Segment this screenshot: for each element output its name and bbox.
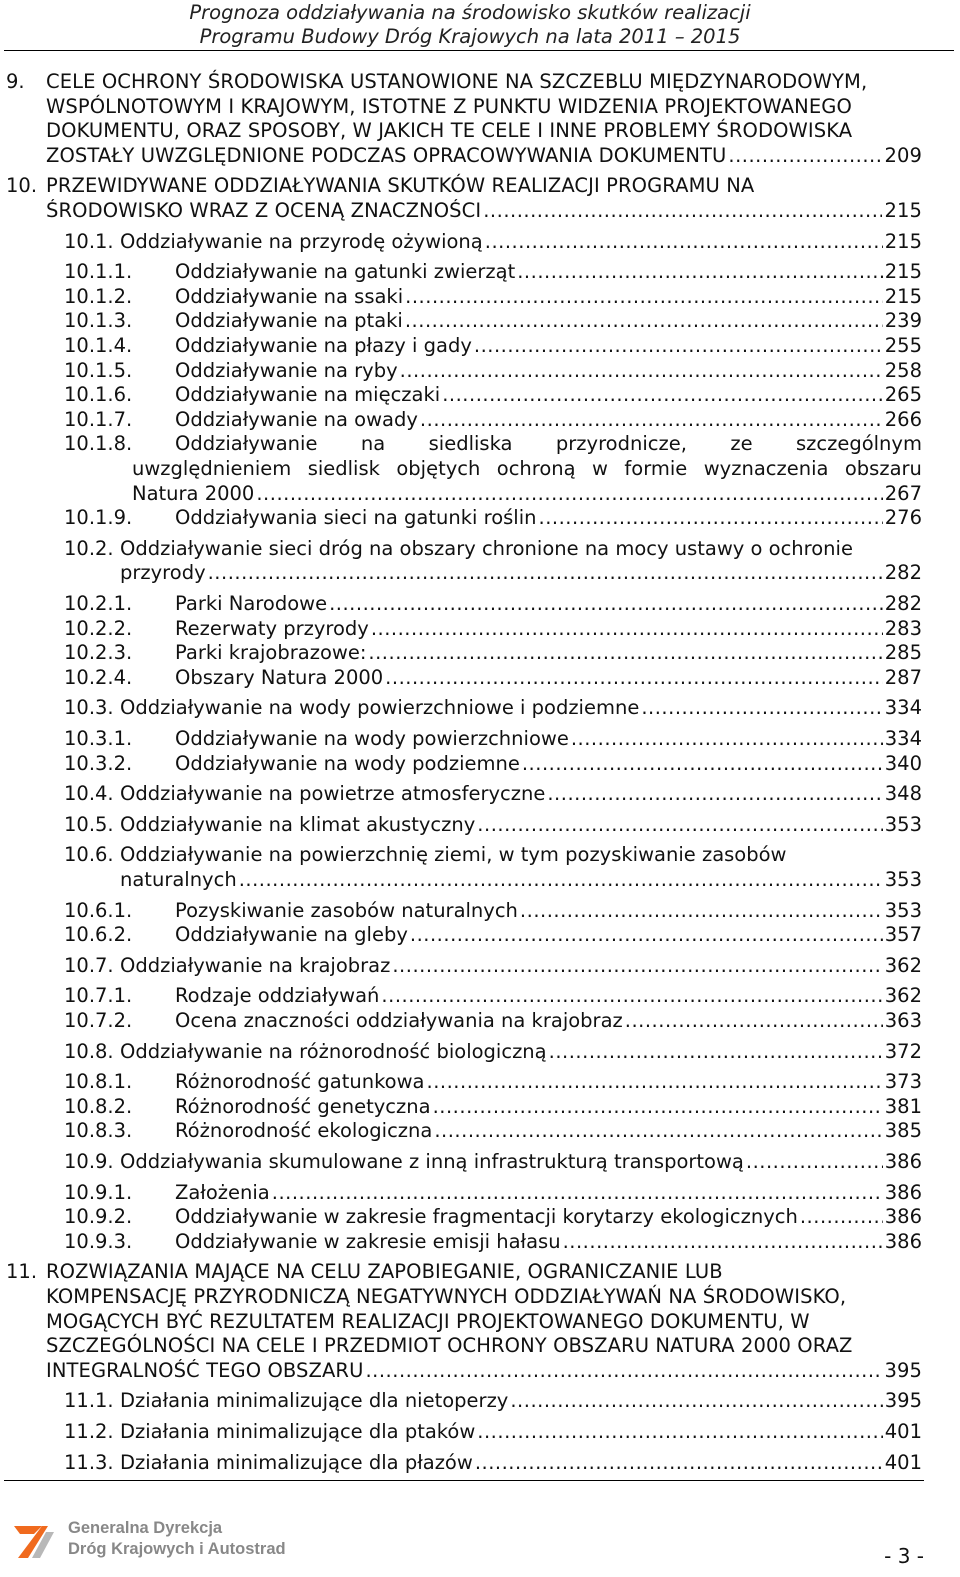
toc-entry-title-line bbox=[175, 666, 922, 690]
toc-entry-number: 10.8.1. bbox=[64, 1070, 133, 1094]
dot-leader bbox=[520, 752, 883, 776]
toc-entry-number: 10.7.2. bbox=[64, 1009, 133, 1032]
toc-entry-number: 10.2.2. bbox=[64, 616, 133, 640]
toc-entry-page: 385 bbox=[884, 1119, 922, 1143]
dot-leader bbox=[623, 1009, 883, 1033]
toc-entry-page: 381 bbox=[884, 1094, 922, 1118]
toc-entry-title-line bbox=[175, 899, 922, 923]
toc-entry-title-line bbox=[132, 482, 922, 506]
toc-entry-title: Obszary Natura 2000 bbox=[175, 665, 384, 689]
toc-entry-title-line bbox=[120, 1451, 922, 1475]
toc-entry-title: Oddziaływanie na gatunki zwierząt bbox=[175, 260, 516, 284]
toc-entry-title-line bbox=[175, 383, 922, 407]
toc-entry-number: 10.2. bbox=[64, 536, 114, 560]
toc-entry-title-line bbox=[120, 954, 922, 978]
toc-entry-title: Ocena znaczności oddziaływania na krajobraz bbox=[175, 1009, 623, 1032]
toc-entry-page: 266 bbox=[884, 407, 922, 431]
toc-entry-title: Oddziaływanie na krajobraz bbox=[120, 953, 391, 977]
toc-entry-title-line bbox=[175, 285, 922, 309]
toc-entry-title: Rezerwaty przyrody bbox=[175, 616, 369, 640]
header-line-2: Programu Budowy Dróg Krajowych na lata 2011 – 2015 bbox=[199, 25, 741, 48]
toc-entry-page: 334 bbox=[884, 696, 922, 720]
dot-leader bbox=[744, 1150, 883, 1174]
toc-word: uwzględnieniem bbox=[132, 456, 292, 480]
dot-leader bbox=[545, 782, 882, 806]
toc-entry-page: 239 bbox=[884, 309, 922, 333]
header-line-1: Prognoza oddziaływania na środowisko skutków realizacji bbox=[189, 1, 751, 24]
toc-word: objętych bbox=[396, 456, 481, 480]
toc-entry-number: 10.8.3. bbox=[64, 1119, 133, 1143]
toc-entry-title: INTEGRALNOŚĆ TEGO OBSZARU bbox=[46, 1358, 364, 1382]
toc-entry-title: ZOSTAŁY UWZGLĘDNIONE PODCZAS OPRACOWYWANIA DOKUMENTU bbox=[46, 143, 727, 167]
toc-entry-title: Parki krajobrazowe: bbox=[175, 641, 367, 665]
toc-word: na bbox=[360, 432, 386, 456]
toc-entry-number: 10.8. bbox=[64, 1039, 114, 1063]
toc-entry-title: Oddziaływanie w zakresie fragmentacji korytarzy ekologicznych bbox=[175, 1205, 798, 1229]
toc-word: formie bbox=[624, 456, 688, 480]
toc-entry-page: 386 bbox=[884, 1180, 922, 1204]
toc-entry-title-line bbox=[46, 1359, 922, 1383]
toc-entry-number: 11.3. bbox=[64, 1450, 114, 1474]
toc-entry-title-line bbox=[120, 813, 922, 837]
toc-entry-page: 282 bbox=[884, 592, 922, 615]
dot-leader bbox=[363, 1359, 882, 1383]
toc-entry-page: 265 bbox=[884, 383, 922, 407]
toc-entry-title-line bbox=[120, 868, 922, 892]
toc-word: ze bbox=[730, 432, 753, 456]
toc-entry-title: Działania minimalizujące dla ptaków bbox=[120, 1420, 476, 1443]
toc-entry-title: Oddziaływanie na wody podziemne bbox=[175, 751, 520, 775]
dot-leader bbox=[403, 309, 883, 333]
dot-leader bbox=[379, 984, 882, 1008]
dot-leader bbox=[547, 1040, 883, 1064]
toc-entry-number: 11. bbox=[6, 1260, 38, 1284]
toc-entry-title-line bbox=[175, 408, 922, 432]
toc-entry-number: 10.1.6. bbox=[64, 383, 133, 407]
toc-entry-number: 10.1.8. bbox=[64, 432, 133, 456]
toc-entry-title: Różnorodność ekologiczna bbox=[175, 1119, 433, 1143]
dot-leader bbox=[726, 144, 882, 168]
toc-entry-title-line: CELE OCHRONY ŚRODOWISKA USTANOWIONE NA SZCZEBLU MIĘDZYNARODOWYM, bbox=[46, 70, 868, 93]
toc-word: ochroną bbox=[496, 456, 576, 480]
toc-entry-title: naturalnych bbox=[120, 867, 237, 891]
toc-entry-title-line bbox=[175, 1095, 922, 1119]
toc-entry-title-line: KOMPENSACJĘ PRZYRODNICZĄ NEGATYWNYCH ODDZIAŁYWAŃ NA ŚRODOWISKO, bbox=[46, 1284, 847, 1308]
toc-entry-page: 395 bbox=[884, 1389, 922, 1413]
dot-leader bbox=[369, 617, 883, 641]
toc-entry-page: 287 bbox=[884, 665, 922, 689]
toc-entry-page: 215 bbox=[884, 198, 922, 222]
toc-word: siedliska bbox=[428, 432, 513, 456]
toc-entry-title: Rodzaje oddziaływań bbox=[175, 984, 380, 1008]
dot-leader bbox=[206, 561, 883, 585]
toc-entry-title: Oddziaływanie na ptaki bbox=[175, 309, 403, 333]
toc-entry-page: 362 bbox=[884, 984, 922, 1008]
page-number: - 3 - bbox=[884, 1544, 924, 1568]
dot-leader bbox=[472, 334, 883, 358]
toc-entry-title: Oddziaływanie na ssaki bbox=[175, 284, 404, 308]
toc-entry-title: Oddziaływanie na mięczaki bbox=[175, 383, 441, 407]
toc-entry-title-line bbox=[175, 1119, 922, 1143]
toc-entry-page: 255 bbox=[884, 334, 922, 357]
toc-entry-title-line: DOKUMENTU, ORAZ SPOSOBY, W JAKICH TE CELE I INNE PROBLEMY ŚRODOWISKA bbox=[46, 119, 853, 143]
toc-entry-number: 10.6.2. bbox=[64, 923, 133, 947]
toc-entry-number: 10.8.2. bbox=[64, 1094, 133, 1118]
toc-entry-number: 10.1. bbox=[64, 229, 114, 253]
toc-entry-page: 258 bbox=[884, 358, 922, 382]
toc-entry-title-line bbox=[120, 561, 922, 585]
toc-entry-number: 10.3.2. bbox=[64, 751, 133, 775]
toc-entry-title: Pozyskiwanie zasobów naturalnych bbox=[175, 898, 518, 922]
toc-entry-title-line bbox=[175, 984, 922, 1008]
toc-entry-title: Oddziaływanie w zakresie emisji hałasu bbox=[175, 1229, 561, 1253]
toc-word: szczególnym bbox=[795, 432, 922, 456]
toc-word: wyznaczenia bbox=[703, 456, 829, 480]
toc-entry-title: Oddziaływania skumulowane z inną infrastrukturą transportową bbox=[120, 1150, 744, 1173]
toc-entry-page: 353 bbox=[884, 812, 922, 836]
dot-leader bbox=[537, 506, 883, 530]
toc-entry-page: 209 bbox=[884, 143, 922, 167]
dot-leader bbox=[639, 696, 882, 720]
header-rule bbox=[4, 50, 954, 51]
toc-entry-page: 215 bbox=[884, 229, 922, 253]
dot-leader bbox=[408, 923, 883, 947]
toc-entry-page: 357 bbox=[884, 923, 922, 947]
toc-entry-page: 395 bbox=[884, 1358, 922, 1382]
dot-leader bbox=[431, 1095, 883, 1119]
toc-entry-number: 10.6. bbox=[64, 843, 114, 867]
toc-entry-title-line bbox=[175, 260, 922, 284]
toc-entry-title: Oddziaływanie na wody powierzchniowe bbox=[175, 727, 569, 750]
toc-entry-page: 215 bbox=[884, 284, 922, 308]
dot-leader bbox=[515, 260, 883, 284]
toc-entry-title-line bbox=[175, 334, 922, 358]
toc-entry-number: 10.1.4. bbox=[64, 334, 133, 357]
toc-entry-title: Oddziaływanie na ryby bbox=[175, 358, 398, 382]
toc-entry-number: 11.2. bbox=[64, 1420, 114, 1443]
toc-entry-page: 348 bbox=[884, 782, 922, 806]
toc-entry-page: 276 bbox=[884, 506, 922, 530]
toc-entry-number: 10.3.1. bbox=[64, 727, 133, 750]
toc-entry-title: Parki Narodowe bbox=[175, 592, 328, 615]
toc-entry-title: Oddziaływanie na różnorodność biologiczną bbox=[120, 1039, 547, 1063]
toc-entry-title-line: SZCZEGÓLNOŚCI NA CELE I PRZEDMIOT OCHRONY OBSZARU NATURA 2000 ORAZ bbox=[46, 1334, 853, 1358]
dot-leader bbox=[403, 285, 883, 309]
toc-entry-number: 10.7.1. bbox=[64, 984, 133, 1008]
logo-line-2: Dróg Krajowych i Autostrad bbox=[68, 1540, 286, 1558]
footer-rule bbox=[4, 1480, 924, 1481]
gddkia-logo bbox=[12, 1516, 312, 1564]
dot-leader bbox=[475, 1420, 882, 1444]
toc-entry-number: 10.4. bbox=[64, 782, 114, 806]
toc-entry-title: Oddziaływanie na wody powierzchniowe i podziemne bbox=[120, 696, 640, 720]
toc-entry-title-line bbox=[120, 230, 922, 254]
toc-entry-title: Działania minimalizujące dla płazów bbox=[120, 1450, 473, 1474]
toc-entry-title-line: PRZEWIDYWANE ODDZIAŁYWANIA SKUTKÓW REALIZACJI PROGRAMU NA bbox=[46, 174, 755, 198]
toc-entry-page: 267 bbox=[884, 481, 922, 505]
toc-entry-title-line bbox=[120, 1150, 922, 1174]
toc-entry-title: Oddziaływanie na owady bbox=[175, 407, 418, 431]
toc-entry-page: 386 bbox=[884, 1150, 922, 1173]
toc-entry-title-line: Oddziaływanie sieci dróg na obszary chronione na mocy ustawy o ochronie bbox=[120, 536, 853, 560]
toc-word: przyrodnicze, bbox=[555, 432, 687, 456]
toc-word: obszaru bbox=[844, 456, 922, 480]
toc-entry-number: 10.1.3. bbox=[64, 309, 133, 333]
toc-entry-title-line bbox=[175, 1070, 922, 1094]
toc-entry-title: Oddziaływania sieci na gatunki roślin bbox=[175, 506, 537, 530]
toc-entry-title-line bbox=[46, 199, 922, 223]
dot-leader bbox=[425, 1070, 883, 1094]
dot-leader bbox=[390, 954, 882, 978]
toc-entry-page: 386 bbox=[884, 1205, 922, 1229]
toc-entry-title-line bbox=[175, 923, 922, 947]
logo-wordmark bbox=[68, 1518, 286, 1560]
toc-entry-number: 10.6.1. bbox=[64, 898, 133, 922]
dot-leader bbox=[383, 666, 883, 690]
toc-entry-number: 10.2.4. bbox=[64, 665, 133, 689]
dot-leader bbox=[432, 1119, 882, 1143]
logo-line-1: Generalna Dyrekcja bbox=[68, 1519, 223, 1537]
toc-entry-page: 334 bbox=[884, 727, 922, 750]
toc-entry-number: 10.9.1. bbox=[64, 1180, 133, 1204]
toc-entry-title-line bbox=[175, 641, 922, 665]
dot-leader bbox=[798, 1205, 883, 1229]
toc-entry-number: 9. bbox=[6, 70, 25, 93]
toc-entry-number: 10.1.7. bbox=[64, 407, 133, 431]
toc-entry-number: 10.9. bbox=[64, 1150, 114, 1173]
toc-entry-title-line: Oddziaływanie na powierzchnię ziemi, w tym pozyskiwanie zasobów bbox=[120, 843, 787, 867]
toc-entry-title-line bbox=[120, 696, 922, 720]
toc-entry-page: 373 bbox=[884, 1070, 922, 1094]
toc-entry-title: Działania minimalizujące dla nietoperzy bbox=[120, 1389, 509, 1413]
toc-entry-title-line bbox=[175, 752, 922, 776]
toc-entry-page: 340 bbox=[884, 751, 922, 775]
toc-entry-page: 282 bbox=[884, 561, 922, 585]
toc-entry-title-line bbox=[175, 727, 922, 751]
dot-leader bbox=[561, 1230, 883, 1254]
toc-entry-number: 11.1. bbox=[64, 1389, 114, 1413]
toc-entry-page: 353 bbox=[884, 867, 922, 891]
toc-entry-title: Natura 2000 bbox=[132, 481, 255, 505]
dot-leader bbox=[398, 359, 883, 383]
toc-entry-title-line bbox=[175, 592, 922, 616]
toc-entry-title-line bbox=[132, 457, 922, 481]
toc-entry-title-line bbox=[120, 1420, 922, 1444]
toc-entry-title-line bbox=[175, 617, 922, 641]
toc-entry-page: 353 bbox=[884, 898, 922, 922]
toc-entry-number: 10.3. bbox=[64, 696, 114, 720]
dot-leader bbox=[473, 1451, 883, 1475]
toc-entry-title-line bbox=[175, 432, 922, 456]
toc-entry-number: 10.1.9. bbox=[64, 506, 133, 530]
dot-leader bbox=[569, 727, 883, 751]
dot-leader bbox=[481, 199, 882, 223]
toc-entry-title-line bbox=[175, 359, 922, 383]
dot-leader bbox=[237, 868, 883, 892]
toc-entry-page: 285 bbox=[884, 641, 922, 665]
toc-entry-title: Oddziaływanie na gleby bbox=[175, 923, 408, 947]
toc-entry-page: 283 bbox=[884, 616, 922, 640]
toc-entry-title-line bbox=[46, 144, 922, 168]
running-header bbox=[170, 0, 770, 49]
dot-leader bbox=[483, 230, 883, 254]
dot-leader bbox=[418, 408, 883, 432]
toc-entry-title: Różnorodność genetyczna bbox=[175, 1094, 431, 1118]
toc-entry-number: 10.2.3. bbox=[64, 641, 133, 665]
toc-entry-page: 215 bbox=[884, 260, 922, 284]
toc-entry-title-line bbox=[175, 1205, 922, 1229]
toc-entry-title: Różnorodność gatunkowa bbox=[175, 1070, 425, 1094]
dot-leader bbox=[508, 1389, 882, 1413]
toc-entry-page: 363 bbox=[884, 1009, 922, 1032]
toc-entry-page: 401 bbox=[884, 1450, 922, 1474]
dot-leader bbox=[270, 1181, 883, 1205]
toc-entry-title-line: WSPÓLNOTOWYM I KRAJOWYM, ISTOTNE Z PUNKTU WIDZENIA PROJEKTOWANEGO bbox=[46, 94, 852, 118]
toc-entry-number: 10. bbox=[6, 174, 38, 198]
toc-entry-title-line: MOGĄCYCH BYĆ REZULTATEM REALIZACJI PROJEKTOWANEGO DOKUMENTU, W bbox=[46, 1309, 810, 1333]
toc-entry-title-line bbox=[175, 1230, 922, 1254]
dot-leader bbox=[518, 899, 883, 923]
toc-entry-title-line bbox=[175, 309, 922, 333]
toc-entry-number: 10.1.2. bbox=[64, 284, 133, 308]
toc-entry-title-line bbox=[120, 1040, 922, 1064]
toc-entry-title-line bbox=[175, 506, 922, 530]
dot-leader bbox=[475, 813, 882, 837]
toc-entry-number: 10.2.1. bbox=[64, 592, 133, 615]
toc-entry-number: 10.9.3. bbox=[64, 1229, 133, 1253]
toc-entry-title: Założenia bbox=[175, 1180, 270, 1204]
toc-entry-title: Oddziaływanie na powietrze atmosferyczne bbox=[120, 782, 546, 806]
toc-entry-title-line bbox=[175, 1009, 922, 1033]
toc-entry-title: Oddziaływanie na klimat akustyczny bbox=[120, 812, 476, 836]
dot-leader bbox=[366, 641, 882, 665]
toc-entry-title: ŚRODOWISKO WRAZ Z OCENĄ ZNACZNOŚCI bbox=[46, 198, 482, 222]
toc-entry-number: 10.1.5. bbox=[64, 358, 133, 382]
toc-word: w bbox=[592, 456, 608, 480]
toc-entry-number: 10.5. bbox=[64, 812, 114, 836]
toc-entry-page: 386 bbox=[884, 1229, 922, 1253]
toc-entry-number: 10.7. bbox=[64, 953, 114, 977]
toc-entry-title: przyrody bbox=[120, 561, 206, 585]
toc-entry-title-line bbox=[120, 782, 922, 806]
toc-entry-number: 10.9.2. bbox=[64, 1205, 133, 1229]
toc-entry-page: 362 bbox=[884, 953, 922, 977]
toc-entry-number: 10.1.1. bbox=[64, 260, 133, 284]
toc-entry-title-line bbox=[175, 1181, 922, 1205]
dot-leader bbox=[327, 592, 883, 616]
toc-entry-title-line: ROZWIĄZANIA MAJĄCE NA CELU ZAPOBIEGANIE, OGRANICZANIE LUB bbox=[46, 1260, 723, 1284]
toc-word: siedlisk bbox=[307, 456, 380, 480]
toc-entry-title-line bbox=[120, 1389, 922, 1413]
toc-word: Oddziaływanie bbox=[175, 432, 318, 456]
toc-entry-title: Oddziaływanie na płazy i gady bbox=[175, 334, 472, 357]
toc-entry-page: 401 bbox=[884, 1420, 922, 1443]
dot-leader bbox=[254, 482, 882, 506]
toc-entry-title: Oddziaływanie na przyrodę ożywioną bbox=[120, 229, 483, 253]
dot-leader bbox=[440, 383, 883, 407]
logo-mark-icon bbox=[12, 1518, 56, 1560]
toc-entry-page: 372 bbox=[884, 1039, 922, 1063]
